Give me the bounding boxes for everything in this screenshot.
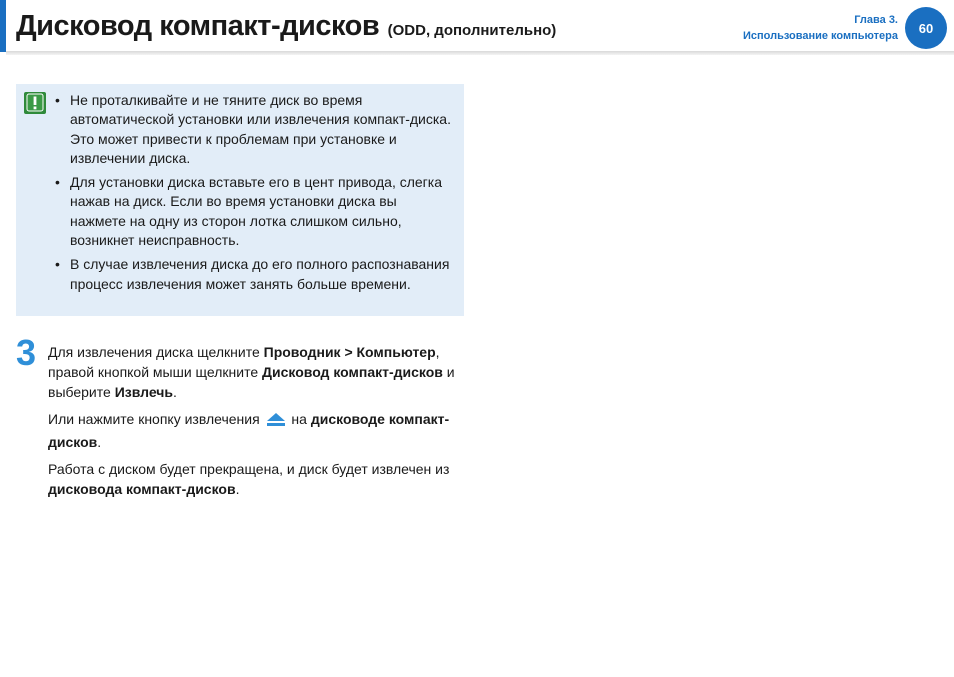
text: и выберите bbox=[48, 364, 455, 400]
text: . bbox=[173, 384, 177, 400]
warning-item: • В случае извлечения диска до его полного распознавания процесс извлечения может занять больше времени. bbox=[54, 255, 454, 294]
page-title-main: Дисковод компакт-дисков bbox=[16, 10, 380, 42]
drive-name: дисковода компакт-дисков bbox=[48, 481, 236, 497]
text: Для извлечения диска щелкните bbox=[48, 344, 264, 360]
step-number: 3 bbox=[16, 332, 37, 373]
eject-icon bbox=[266, 411, 286, 432]
warning-note bbox=[16, 84, 464, 316]
step-paragraph-3 bbox=[48, 459, 468, 499]
exclamation-icon bbox=[24, 92, 46, 114]
text: на bbox=[287, 411, 311, 427]
header-divider bbox=[6, 51, 954, 55]
warning-list bbox=[54, 91, 454, 299]
text: Работа с диском будет прекращена, и диск будет извлечен из bbox=[48, 461, 450, 477]
page-title bbox=[16, 10, 556, 43]
chapter-label bbox=[743, 12, 898, 44]
text: Или нажмите кнопку извлечения bbox=[48, 411, 264, 427]
page-title-subtitle: (ODD, дополнительно) bbox=[387, 22, 557, 39]
warning-item: • Не проталкивайте и не тяните диск во время автоматической установки или извлечения компакт-диска. Это может привести к проблемам при установке и извлечении диска. bbox=[54, 91, 454, 168]
eject-command: Извлечь bbox=[114, 384, 174, 400]
header-accent-bar bbox=[0, 0, 6, 52]
menu-path: Проводник > Компьютер bbox=[263, 344, 436, 360]
page-number-badge: 60 bbox=[905, 7, 947, 49]
chapter-name: Использование компьютера bbox=[742, 30, 898, 42]
step-paragraph-1 bbox=[48, 342, 468, 402]
text: . bbox=[235, 481, 240, 497]
text: . bbox=[97, 434, 102, 450]
drive-name: Дисковод компакт-дисков bbox=[262, 364, 443, 380]
warning-item: • Для установки диска вставьте его в цент привода, слегка нажав на диск. Если во время установки диска вы нажмете на одну из сторон лотка слишком сильно, возникнет неисправность. bbox=[54, 173, 454, 250]
drive-name: дисководе компакт-дисков bbox=[48, 411, 450, 450]
step-paragraph-2 bbox=[48, 409, 468, 452]
chapter-number: Глава 3. bbox=[854, 14, 898, 26]
text: , правой кнопкой мыши щелкните bbox=[48, 344, 440, 380]
step-instructions bbox=[48, 342, 468, 506]
